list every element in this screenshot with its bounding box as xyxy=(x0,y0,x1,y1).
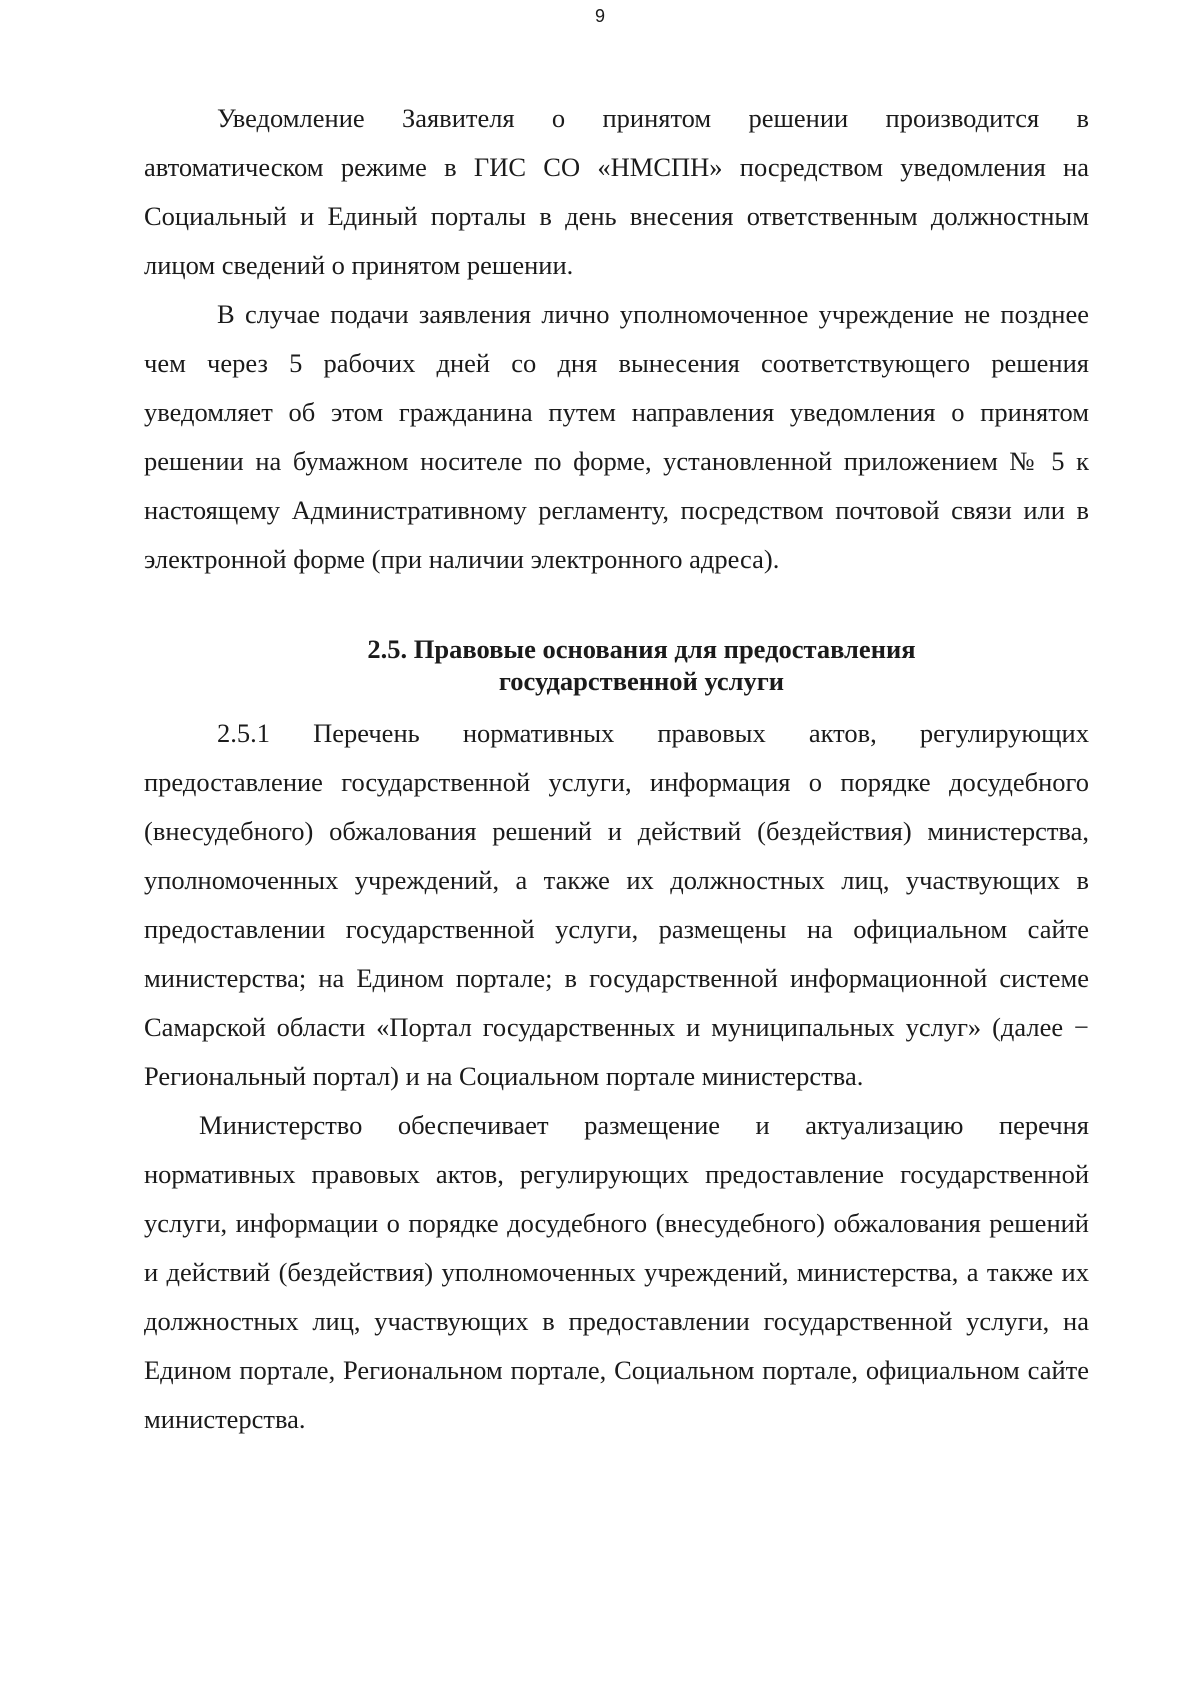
page-number: 9 xyxy=(594,6,605,26)
section-heading xyxy=(144,633,1089,697)
document-body xyxy=(144,94,1089,1444)
section-spacer xyxy=(144,584,1089,633)
paragraph-notification: Уведомление Заявителя о принятом решении производится в автоматическом режиме в ГИС СО «НМСПН» посредством уведомления на Социальный и Единый порталы в день внесения ответственным должностным лицом сведений о принятом решении. xyxy=(144,103,1089,280)
paragraph-personal-submission: В случае подачи заявления лично уполномоченное учреждение не позднее чем через 5 рабочих дней со дня вынесения соответствующего решения уведомляет об этом гражданина путем направления уведомления о принятом решении на бумажном носителе по форме, установленной приложением № 5 к настоящему Административному регламенту, посредством почтовой связи или в электронной форме (при наличии электронного адреса). xyxy=(144,299,1089,574)
section-heading-line-2: государственной услуги xyxy=(498,666,785,696)
paragraph-ministry-duties: Министерство обеспечивает размещение и актуализацию перечня нормативных правовых актов, регулирующих предоставление государственной услуги, информации о порядке досудебного (внесудебного) обжалования решений и действий (бездействия) уполномоченных учреждений, министерства, а также их должностных лиц, участвующих в предоставлении государственной услуги, на Едином портале, Региональном портале, Социальном портале, официальном сайте министерства. xyxy=(144,1110,1089,1434)
section-heading-line-1: 2.5. Правовые основания для предоставления xyxy=(367,634,916,664)
paragraph-2-5-1: 2.5.1 Перечень нормативных правовых актов, регулирующих предоставление государственной услуги, информация о порядке досудебного (внесудебного) обжалования решений и действий (бездействия) министерства, уполномоченных учреждений, а также их должностных лиц, участвующих в предоставлении государственной услуги, размещены на официальном сайте министерства; на Едином портале; в государственной информационной системе Самарской области «Портал государственных и муниципальных услуг» (далее − Региональный портал) и на Социальном портале министерства. xyxy=(144,718,1089,1091)
